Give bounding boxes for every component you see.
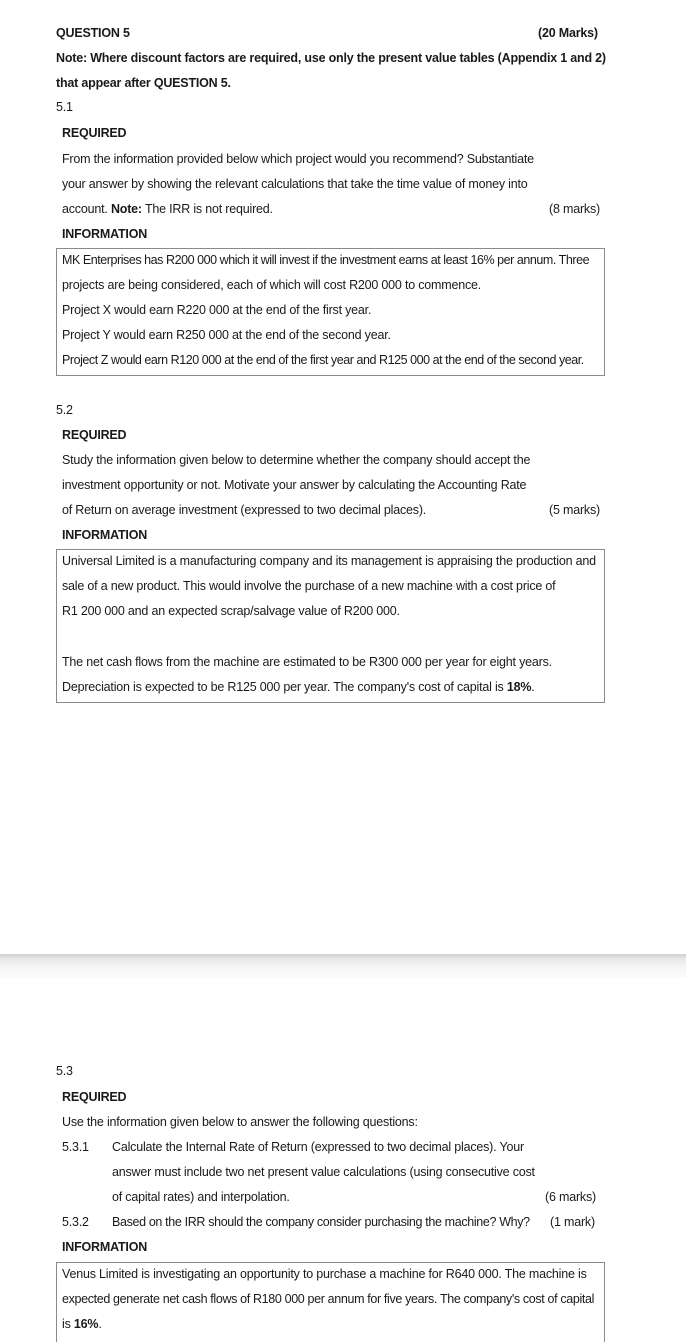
section-5-1-information-box xyxy=(56,248,605,376)
section-5-2-required-line-2: investment opportunity or not. Motivate your answer by calculating the Accounting Rate xyxy=(62,478,527,492)
info-line: projects are being considered, each of which will cost R200 000 to commence. xyxy=(62,278,482,292)
section-5-1-number: 5.1 xyxy=(56,100,73,114)
cost-of-capital-value: 18% xyxy=(506,680,532,694)
section-5-3-number: 5.3 xyxy=(56,1064,73,1078)
question-5-3-1-line: of capital rates) and interpolation. xyxy=(112,1190,290,1204)
question-title: QUESTION 5 xyxy=(56,26,130,40)
question-5-3-1-number: 5.3.1 xyxy=(62,1140,89,1154)
section-5-2-marks: (5 marks) xyxy=(549,503,600,517)
info-line: The net cash flows from the machine are estimated to be R300 000 per year for eight years. xyxy=(62,655,552,669)
section-5-2-required-line-3: of Return on average investment (expressed to two decimal places). xyxy=(62,503,427,517)
info-line: MK Enterprises has R200 000 which it will invest if the investment earns at least 16% per annum. Three xyxy=(62,253,590,267)
info-line: expected generate net cash flows of R180 000 per annum for five years. The company's cost of capital xyxy=(62,1292,595,1306)
question-5-3-2-marks: (1 mark) xyxy=(550,1215,595,1229)
info-line: sale of a new product. This would involve the purchase of a new machine with a cost price of xyxy=(62,579,556,593)
section-5-3-intro: Use the information given below to answer the following questions: xyxy=(62,1115,418,1129)
question-marks: (20 Marks) xyxy=(538,26,598,40)
page-break-divider xyxy=(0,954,686,978)
info-line: Project X would earn R220 000 at the end of the first year. xyxy=(62,303,372,317)
info-line: Universal Limited is a manufacturing company and its management is appraising the production and xyxy=(62,554,596,568)
info-line-prefix: Depreciation is expected to be R125 000 per year. The company's cost of capital is xyxy=(62,680,507,694)
info-line-suffix: . xyxy=(531,680,535,694)
section-5-2-information-box xyxy=(56,549,605,703)
section-5-2-number: 5.2 xyxy=(56,403,73,417)
question-5-3-1-line: answer must include two net present value calculations (using consecutive cost xyxy=(112,1165,535,1179)
req-note-label: Note: xyxy=(110,202,142,216)
info-line: Project Z would earn R120 000 at the end of the first year and R125 000 at the end of the second year. xyxy=(62,353,584,367)
info-line-suffix: . xyxy=(98,1317,102,1331)
section-5-1-information-heading: INFORMATION xyxy=(62,227,148,241)
info-line: Project Y would earn R250 000 at the end of the second year. xyxy=(62,328,391,342)
note-line-2: that appear after QUESTION 5. xyxy=(56,76,231,90)
question-5-3-2-text: Based on the IRR should the company consider purchasing the machine? Why? xyxy=(112,1215,530,1229)
req-line-3-prefix: account. xyxy=(62,202,111,216)
info-line xyxy=(62,1317,102,1331)
section-5-2-required-heading: REQUIRED xyxy=(62,428,127,442)
info-line xyxy=(62,680,535,694)
note-line-1: Note: Where discount factors are required, use only the present value tables (Appendix 1 and 2) xyxy=(56,51,606,65)
info-line: R1 200 000 and an expected scrap/salvage value of R200 000. xyxy=(62,604,400,618)
question-5-3-2-number: 5.3.2 xyxy=(62,1215,89,1229)
section-5-1-required-line-2: your answer by showing the relevant calculations that take the time value of money into xyxy=(62,177,528,191)
section-5-1-marks: (8 marks) xyxy=(549,202,600,216)
question-5-3-1-line: Calculate the Internal Rate of Return (expressed to two decimal places). Your xyxy=(112,1140,524,1154)
info-line: Venus Limited is investigating an opportunity to purchase a machine for R640 000. The machine is xyxy=(62,1267,587,1281)
section-5-3-information-heading: INFORMATION xyxy=(62,1240,148,1254)
info-line-prefix: is xyxy=(62,1317,74,1331)
section-5-1-required-line-3 xyxy=(62,202,273,216)
question-5-3-1-marks: (6 marks) xyxy=(545,1190,596,1204)
section-5-1-required-heading: REQUIRED xyxy=(62,126,127,140)
section-5-3-required-heading: REQUIRED xyxy=(62,1090,127,1104)
cost-of-capital-value: 16% xyxy=(73,1317,99,1331)
section-5-2-required-line-1: Study the information given below to determine whether the company should accept the xyxy=(62,453,531,467)
section-5-2-information-heading: INFORMATION xyxy=(62,528,148,542)
req-line-3-suffix: The IRR is not required. xyxy=(141,202,273,216)
section-5-1-required-line-1: From the information provided below which project would you recommend? Substantiate xyxy=(62,152,534,166)
section-5-3-information-box xyxy=(56,1262,605,1342)
